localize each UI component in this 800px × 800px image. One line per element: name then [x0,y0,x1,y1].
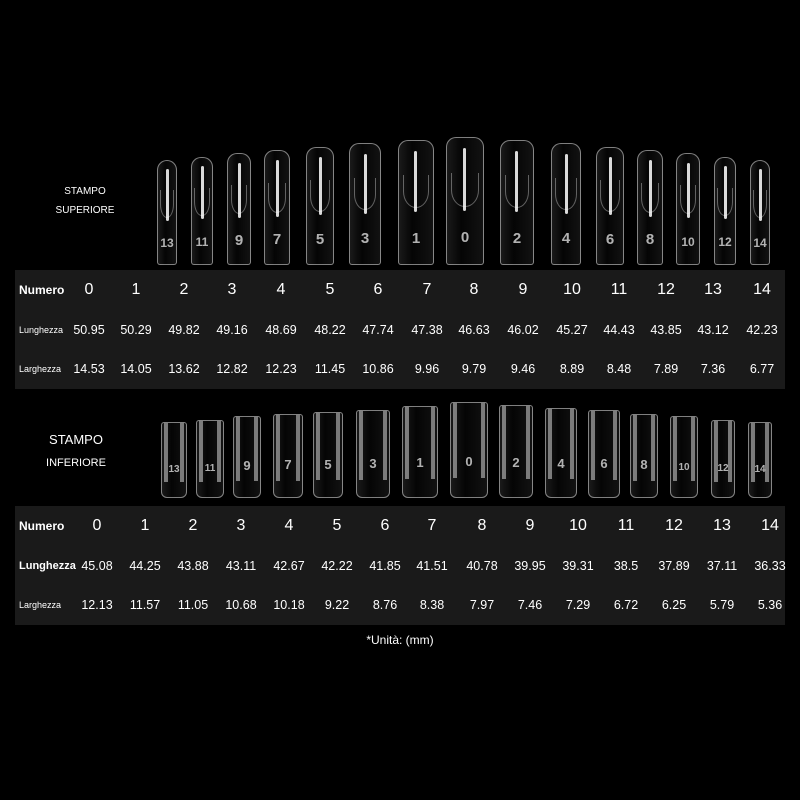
larghezza-cell: 7.36 [700,362,726,376]
nail-tip-number: 13 [168,463,180,475]
nail-tip-number: 3 [360,230,370,248]
numero-cell: 5 [325,281,335,298]
lunghezza-cell: 41.51 [416,559,448,573]
larghezza-cell: 6.25 [661,598,687,612]
numero-cell: 2 [179,281,189,298]
bottom-lunghezza-row [15,546,785,586]
nail-tip-number: 1 [411,229,421,247]
larghezza-cell: 13.62 [168,362,200,376]
lunghezza-cell: 44.25 [129,559,161,573]
larghezza-cell: 11.57 [129,598,161,612]
lunghezza-cell: 43.85 [650,323,682,337]
nail-tip [157,160,177,265]
nail-tip [676,153,700,265]
nail-tip-number: 7 [272,231,282,249]
nail-tip [596,147,624,265]
numero-cell: 11 [617,517,635,534]
unit-footnote: *Unità: (mm) [366,633,434,647]
nail-tip [588,410,620,498]
lunghezza-cell: 36.33 [754,559,786,573]
nail-tip-number: 12 [717,463,729,475]
row-label-numero: Numero [19,283,65,297]
top-nail-tips-image [0,140,800,265]
numero-cell: 2 [188,517,198,534]
nail-tip-number: 11 [195,235,209,250]
numero-cell: 0 [84,281,94,298]
nail-tip-number: 4 [561,230,571,248]
lunghezza-cell: 42.67 [273,559,305,573]
nail-tip-number: 11 [204,463,216,475]
bottom-nail-tips-image [0,400,800,498]
nail-tip [670,416,698,498]
larghezza-cell: 12.82 [216,362,248,376]
numero-cell: 11 [610,281,628,298]
nail-tip-number: 2 [512,454,520,470]
numero-cell: 3 [227,281,237,298]
nail-tip [313,412,343,498]
larghezza-cell: 10.68 [225,598,257,612]
nail-tip [356,410,390,498]
larghezza-cell: 8.48 [606,362,632,376]
lunghezza-cell: 43.11 [225,559,257,573]
numero-cell: 6 [373,281,383,298]
larghezza-cell: 9.22 [324,598,350,612]
nail-tip-number: 2 [512,229,522,247]
lunghezza-cell: 42.22 [321,559,353,573]
larghezza-cell: 7.89 [653,362,679,376]
larghezza-cell: 8.76 [372,598,398,612]
nail-tip-number: 5 [324,456,332,472]
bottom-label-line2: INFERIORE [46,456,106,469]
nail-tip-number: 4 [557,455,565,471]
numero-cell: 10 [569,517,587,534]
nail-tip [450,402,488,498]
row-label-numero: Numero [19,519,65,533]
larghezza-cell: 7.46 [517,598,543,612]
nail-tip-number: 10 [678,462,690,473]
numero-cell: 9 [518,281,528,298]
lunghezza-cell: 40.78 [466,559,498,573]
lunghezza-cell: 46.63 [458,323,490,337]
nail-tip [500,140,534,265]
nail-tip [637,150,663,265]
nail-tip-number: 13 [160,235,174,250]
nail-tip [273,414,303,498]
nail-tip [264,150,290,265]
nail-tip-number: 14 [754,463,766,475]
larghezza-cell: 10.18 [273,598,305,612]
larghezza-cell: 10.86 [362,362,394,376]
lunghezza-cell: 50.29 [120,323,152,337]
bottom-numero-row [15,506,785,546]
numero-cell: 13 [713,517,731,534]
numero-cell: 14 [761,517,779,534]
lunghezza-cell: 37.11 [706,559,738,573]
top-larghezza-row [15,349,785,389]
nail-tip [161,422,187,498]
numero-cell: 8 [477,517,487,534]
top-numero-row [15,270,785,310]
numero-cell: 10 [563,281,581,298]
lunghezza-cell: 47.38 [411,323,443,337]
larghezza-cell: 14.53 [73,362,105,376]
nail-tip [545,408,577,498]
numero-cell: 1 [140,517,150,534]
lunghezza-cell: 44.43 [603,323,635,337]
numero-cell: 13 [704,281,722,298]
nail-tip [306,147,334,265]
nail-tip [630,414,658,498]
lunghezza-cell: 41.85 [369,559,401,573]
nail-tip-number: 0 [460,229,470,247]
larghezza-cell: 8.89 [559,362,585,376]
nail-tip-number: 14 [753,235,767,250]
larghezza-cell: 12.23 [265,362,297,376]
larghezza-cell: 14.05 [120,362,152,376]
nail-tip [750,160,770,265]
lunghezza-cell: 43.88 [177,559,209,573]
numero-cell: 3 [236,517,246,534]
lunghezza-cell: 48.22 [314,323,346,337]
nail-tip-number: 6 [605,230,615,248]
nail-tip [711,420,735,498]
lunghezza-cell: 39.31 [562,559,594,573]
nail-tip-number: 3 [369,456,377,472]
nail-tip-number: 0 [465,453,473,469]
nail-tip-number: 12 [718,235,732,250]
larghezza-cell: 5.36 [757,598,783,612]
lunghezza-cell: 39.95 [514,559,546,573]
top-lunghezza-row [15,310,785,350]
nail-tip-number: 9 [234,231,244,249]
lunghezza-cell: 42.23 [746,323,778,337]
larghezza-cell: 11.45 [314,362,346,376]
lunghezza-cell: 47.74 [362,323,394,337]
larghezza-cell: 7.97 [469,598,495,612]
numero-cell: 1 [131,281,141,298]
nail-tip [402,406,438,498]
lunghezza-cell: 50.95 [73,323,105,337]
row-label-larghezza: Larghezza [19,600,62,610]
numero-cell: 6 [380,517,390,534]
nail-tip [191,157,213,265]
lunghezza-cell: 48.69 [265,323,297,337]
nail-tip-number: 9 [243,458,251,473]
numero-cell: 9 [525,517,535,534]
nail-tip [349,143,381,265]
nail-tip [398,140,434,265]
larghezza-cell: 5.79 [709,598,735,612]
lunghezza-cell: 38.5 [613,559,639,573]
bottom-label-line1: STAMPO [49,432,103,447]
row-label-lunghezza: Lunghezza [19,325,64,335]
numero-cell: 5 [332,517,342,534]
larghezza-cell: 7.29 [565,598,591,612]
nail-tip [233,416,261,498]
numero-cell: 4 [276,281,286,298]
nail-tip-number: 6 [600,456,608,472]
larghezza-cell: 6.77 [749,362,775,376]
nail-tip-number: 1 [416,455,424,470]
lunghezza-cell: 49.82 [168,323,200,337]
bottom-larghezza-row [15,585,785,625]
lunghezza-cell: 49.16 [216,323,248,337]
numero-cell: 14 [753,281,771,298]
nail-tip [499,405,533,498]
nail-tip-number: 8 [640,457,648,473]
larghezza-cell: 6.72 [613,598,639,612]
larghezza-cell: 9.96 [414,362,440,376]
nail-tip [748,422,772,498]
top-label-line2: SUPERIORE [55,205,115,216]
lunghezza-cell: 37.89 [658,559,690,573]
larghezza-cell: 12.13 [81,598,113,612]
larghezza-cell: 11.05 [177,598,209,612]
numero-cell: 12 [657,281,675,298]
nail-tip [196,420,224,498]
numero-cell: 12 [665,517,683,534]
lunghezza-cell: 45.27 [556,323,588,337]
larghezza-cell: 9.79 [461,362,487,376]
nail-tip-number: 10 [681,234,695,249]
nail-tip-number: 7 [284,457,292,473]
lunghezza-cell: 43.12 [697,323,729,337]
larghezza-cell: 9.46 [510,362,536,376]
larghezza-cell: 8.38 [419,598,445,612]
numero-cell: 4 [284,517,294,534]
nail-tip [551,143,581,265]
nail-tip-number: 5 [315,230,325,248]
nail-tip [714,157,736,265]
row-label-lunghezza: Lunghezza [19,560,76,572]
lunghezza-cell: 46.02 [507,323,539,337]
nail-tip [227,153,251,265]
numero-cell: 8 [469,281,479,298]
numero-cell: 7 [427,517,437,534]
nail-tip-number: 8 [645,231,655,249]
numero-cell: 0 [92,517,102,534]
nail-tip [446,137,484,265]
row-label-larghezza: Larghezza [19,364,62,374]
top-label-line1: STAMPO [64,186,106,197]
numero-cell: 7 [422,281,432,298]
lunghezza-cell: 45.08 [81,559,113,573]
